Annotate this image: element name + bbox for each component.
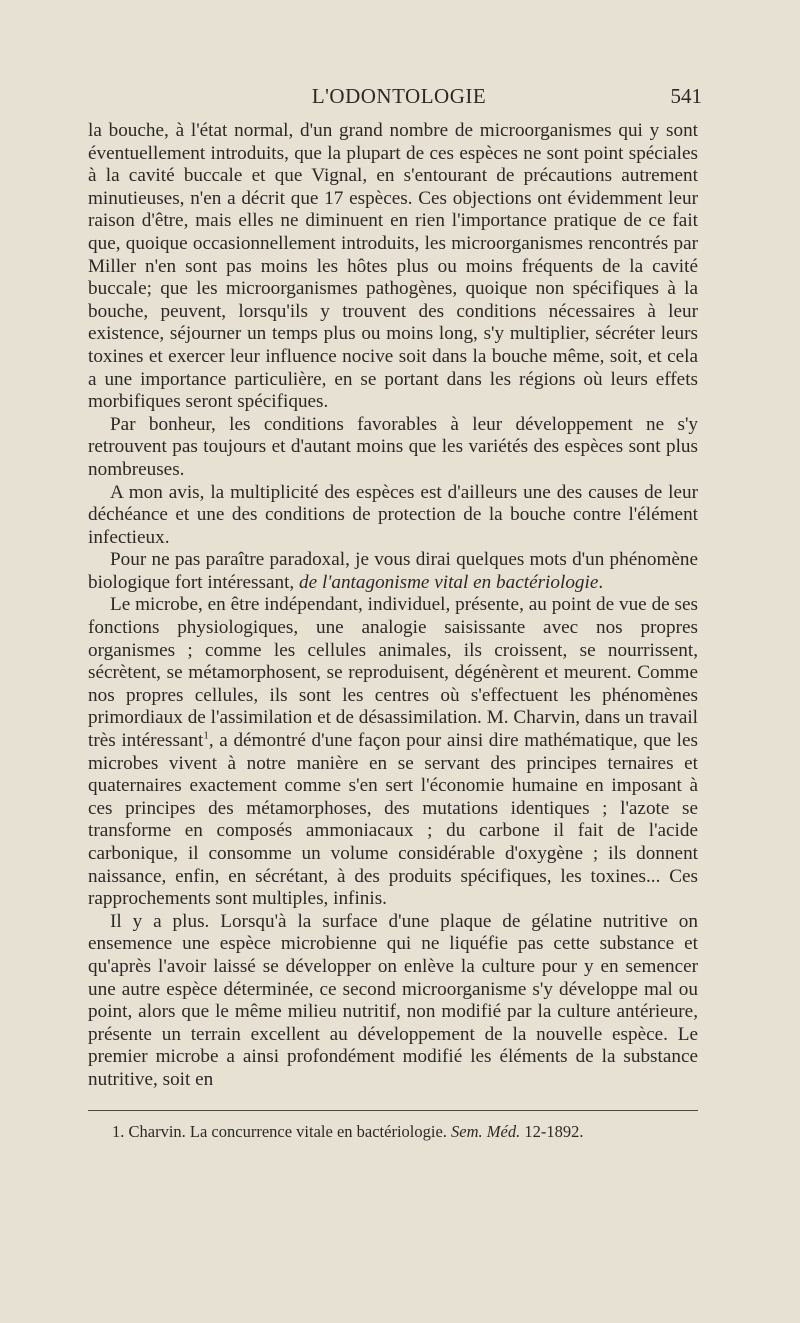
- footnote-divider: [88, 1110, 698, 1111]
- body-text: [88, 120, 698, 1092]
- paragraph-4: [88, 549, 698, 594]
- footnote-text: Charvin. La concurrence vitale en bactériologie.: [124, 1122, 452, 1141]
- paragraph-5-continued: , a démontré d'une façon pour ainsi dire mathématique, que les microbes vivent à notre manière en se servant des principes ternaires et quaternaires exactement comme s'en sert l'économie humaine en imposant à ces principes des métamorphoses, des mutations identiques ; l'azote se transforme en composés ammoniacaux ; du carbone il fait de l'acide carbonique, il consomme un volume considérable d'oxygène ; ils donnent naissance, enfin, en sécrétant, à des produits spécifiques, les toxines... Ces rapprochements sont multiples, infinis.: [88, 730, 698, 910]
- footnote-number: 1.: [112, 1122, 125, 1141]
- paragraph-3: A mon avis, la multiplicité des espèces est d'ailleurs une des causes de leur déchéance et une des conditions de protection de la bouche contre l'élément infectieux.: [88, 481, 698, 548]
- paragraph-4-end: .: [598, 571, 604, 593]
- paragraph-5: [88, 594, 698, 910]
- footnote: [112, 1122, 692, 1142]
- paragraph-2: Par bonheur, les conditions favorables à leur développement ne s'y retrouvent pas toujours et d'autant moins que les variétés des espèces sont plus nombreuses.: [88, 413, 698, 480]
- paragraph-6: Il y a plus. Lorsqu'à la surface d'une plaque de gélatine nutritive on ensemence une espèce microbienne qui ne liquéfie pas cette substance et qu'après l'avoir laissé se développer on enlève la culture pour y en semencer une autre espèce déterminée, ce second microorganisme s'y développe mal ou point, alors que le même milieu nutritif, non modifié par la culture antérieure, présente un terrain excellent au développement de la nouvelle espèce. Le premier microbe a ainsi profondément modifié les éléments de la substance nutritive, soit en: [88, 910, 698, 1090]
- paragraph-1: la bouche, à l'état normal, d'un grand nombre de microorganismes qui y sont éventuellement introduits, que la plupart de ces espèces ne sont point spéciales à la cavité buccale et que Vignal, en s'entourant de précautions autrement minutieuses, n'en a décrit que 17 espèces. Ces objections ont évidemment leur raison d'être, mais elles ne diminuent en rien l'importance pratique de ce fait que, quoique occasionnellement introduits, les microorganismes rencontrés par Miller n'en sont pas moins les hôtes plus ou moins fréquents de la cavité buccale; que les microorganismes pathogènes, quoique non spécifiques à la bouche, peuvent, lorsqu'ils y trouvent des conditions nécessaires à leur existence, séjourner un temps plus ou moins long, s'y multiplier, sécréter leurs toxines et exercer leur influence nocive soit dans la bouche même, soit, et cela a une importance particulière, en se portant dans les régions où leurs effets morbifiques seront spécifiques.: [88, 120, 698, 413]
- paragraph-4-text: Pour ne pas paraître paradoxal, je vous dirai quelques mots d'un phénomène biologique fort intéressant,: [88, 549, 698, 593]
- paragraph-5-text: Le microbe, en être indépendant, individuel, présente, au point de vue de ses fonctions physiologiques, une analogie saisissante avec nos propres organismes ; comme les cellules animales, ils croissent, se nourrissent, sécrètent, se métamorphosent, se reproduisent, dégénèrent et meurent. Comme nos propres cellules, ils sont les centres où s'effectuent les phénomènes primordiaux de l'assimilation et de désassimilation. M. Charvin, dans un travail très intéressant: [88, 594, 698, 752]
- footnote-date: 12-1892.: [520, 1122, 584, 1141]
- footnote-reference: 1: [203, 729, 209, 742]
- running-title: L'ODONTOLOGIE: [311, 84, 487, 108]
- footnote-journal: Sem. Méd.: [451, 1122, 521, 1141]
- paragraph-4-italic: de l'antagonisme vital en bactériologie: [299, 571, 599, 593]
- page-number: 541: [670, 84, 702, 108]
- page-header: [96, 84, 702, 114]
